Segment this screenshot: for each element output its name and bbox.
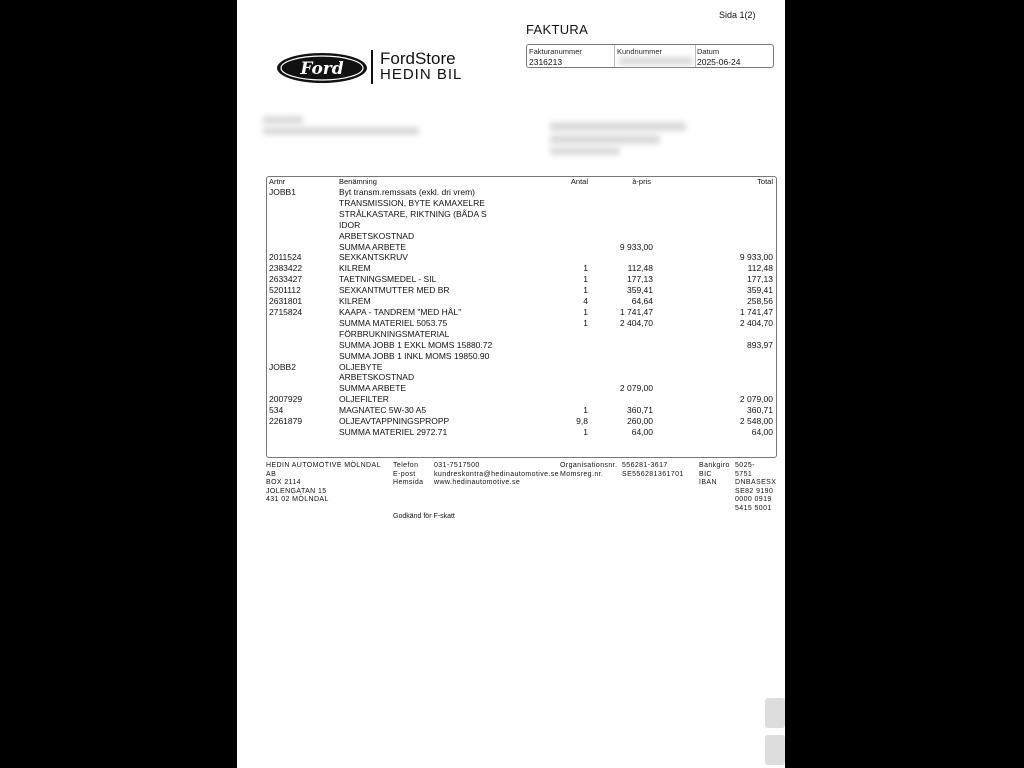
row-quantity: 9,8 [576,416,588,427]
table-row [269,427,773,438]
invoice-date: 2025-06-24 [697,57,741,67]
row-description: KAAPA - TANDREM "MED HÅL" [339,306,462,317]
row-description: KILREM [339,296,371,307]
org-label: Organisationsnr. [560,462,618,469]
contact-value: 031-7517500 [434,462,480,469]
row-total: 360,71 [747,405,773,416]
row-unit-price: 177,13 [627,274,653,285]
table-row [269,318,773,329]
table-row [269,362,773,373]
table-row [269,340,773,351]
row-description: FÖRBRUKNINGSMATERIAL [339,328,450,339]
row-unit-price: 2 079,00 [619,383,653,394]
row-description: SUMMA ARBETE [339,383,407,394]
row-artnr: 2261879 [269,416,303,427]
company-line: 431 02 MÖLNDAL [266,496,329,504]
row-quantity: 1 [583,426,588,437]
row-artnr: 2631801 [269,296,303,307]
org-value: SE556281361701 [622,470,684,478]
row-description: ARBETSKOSTNAD [339,230,415,241]
table-row [269,187,773,198]
redacted-address-line [550,122,686,131]
bank-value: 5415 5001 [735,504,772,512]
col-apris: à-pris [632,177,651,186]
document-title: FAKTURA [526,22,589,37]
page-indicator: Sida 1(2) [719,10,756,20]
contact-value: kundreskontra@hedinautomotive.se [434,470,559,478]
bank-value: 0000 0919 [735,496,772,504]
footer-company [266,462,381,505]
row-description: SUMMA JOBB 1 EXKL MOMS 15880.72 [339,339,493,350]
company-line: BOX 2114 [266,479,301,487]
row-description: SUMMA MATERIEL 2972.71 [339,426,448,437]
date-label: Datum [697,47,720,56]
row-total: 893,97 [747,339,773,350]
col-benamning: Benämning [339,177,377,186]
brand-subname: HEDIN BIL [380,66,463,83]
row-description: Byt transm.remssats (exkl. dri vrem) [339,187,476,197]
ford-logo-text: Ford [300,59,344,79]
invoice-number-label: Fakturanummer [529,47,582,56]
company-line: AB [266,470,277,478]
org-value: 556281-3617 [622,462,668,469]
row-description: MAGNATEC 5W-30 A5 [339,405,427,416]
row-artnr: 2007929 [269,394,303,405]
row-artnr: JOBB1 [269,187,296,197]
row-description: SUMMA ARBETE [339,241,407,252]
row-unit-price: 112,48 [627,263,653,274]
footer-bank-labels [699,462,730,488]
row-artnr: 2383422 [269,263,303,274]
row-artnr: 2633427 [269,274,303,285]
row-unit-price: 64,64 [631,296,653,307]
bank-value: DNBASESX [735,479,777,487]
company-line: HEDIN AUTOMOTIVE MÖLNDAL [266,462,381,469]
row-total: 1 741,47 [739,306,773,317]
row-quantity: 4 [583,296,588,307]
row-artnr: 2715824 [269,306,303,317]
row-total: 258,56 [747,296,773,307]
bank-value: 5751 [735,470,753,478]
invoice-lines-table [269,177,773,438]
row-quantity: 1 [583,274,588,285]
row-unit-price: 2 404,70 [619,317,653,328]
redacted-address-line [550,135,660,144]
row-description: SUMMA MATERIEL 5053.75 [339,317,448,328]
contact-label: Telefon [393,462,419,469]
row-quantity: 1 [583,405,588,416]
row-quantity: 1 [583,285,588,296]
row-quantity: 1 [583,263,588,274]
row-total: 9 933,00 [739,252,773,263]
bank-value: 5025- [735,462,755,469]
bank-label: Bankgiro [699,462,730,469]
row-unit-price: 360,71 [627,405,653,416]
row-unit-price: 260,00 [627,416,653,427]
footer-contact-values [434,462,559,488]
footer-org-values [622,462,684,479]
row-artnr: 5201112 [269,285,301,296]
bank-value: SE82 9190 [735,487,774,495]
contact-label: Hemsida [393,479,424,487]
footer-bank-values [735,462,776,514]
invoice-header-box [526,44,774,68]
row-artnr: 534 [269,405,284,416]
row-unit-price: 64,00 [631,426,653,437]
bank-label: IBAN [699,479,717,487]
row-description: OLJEAVTAPPNINGSPROPP [339,416,450,427]
company-line: JOLENGATAN 15 [266,487,327,495]
row-description: SEXKANTSKRUV [339,252,408,263]
redacted-address-line [550,147,620,155]
row-unit-price: 1 741,47 [619,306,653,317]
invoice-number: 2316213 [529,57,563,67]
row-total: 359,41 [747,285,773,296]
brand-divider [371,50,373,84]
row-description: SEXKANTMUTTER MED BR [339,285,450,296]
row-quantity: 1 [583,317,588,328]
col-total: Total [757,177,773,186]
redacted-address-line [263,116,303,124]
table-row [269,198,773,231]
table-row [269,351,773,362]
org-label: Momsreg.nr. [560,470,604,478]
row-total: 177,13 [747,274,773,285]
row-description: ARBETSKOSTNAD [339,372,415,383]
row-description: OLJEFILTER [339,394,389,405]
row-total: 2 548,00 [739,416,773,427]
row-description: SUMMA JOBB 1 INKL MOMS 19850.90 [339,350,490,361]
row-description: TAETNINGSMEDEL - SIL [339,274,437,285]
row-total: 2 404,70 [739,317,773,328]
scroll-marker [765,698,785,728]
row-total: 112,48 [747,263,773,274]
footer-org-labels [560,462,617,479]
row-description: TRANSMISSION, BYTE KAMAXELRE STRÅLKASTARE, RIKTNING (BÅDA S IDOR [339,197,487,230]
row-total: 64,00 [751,426,773,437]
customer-number-label: Kundnummer [617,47,663,56]
row-unit-price: 359,41 [627,285,653,296]
row-total: 2 079,00 [739,394,773,405]
contact-value: www.hedinautomotive.se [434,479,521,487]
row-artnr: 2011524 [269,252,302,263]
brand-name: FordStore [380,49,456,68]
scroll-marker [765,735,785,765]
row-quantity: 1 [583,306,588,317]
contact-label: E-post [393,470,416,478]
f-skatt-note: Godkänd för F-skatt [393,513,455,520]
redacted-address-line [263,127,419,135]
col-artnr: Artnr [269,177,286,186]
row-artnr: JOBB2 [269,361,296,372]
table-header [269,177,773,187]
row-description: OLJEBYTE [339,361,383,372]
footer-contact-labels [393,462,423,488]
ford-logo-icon [276,52,368,84]
customer-number-redacted [619,57,693,65]
col-antal: Antal [570,177,588,186]
bank-label: BIC [699,470,712,478]
row-description: KILREM [339,263,371,274]
row-unit-price: 9 933,00 [619,241,653,252]
